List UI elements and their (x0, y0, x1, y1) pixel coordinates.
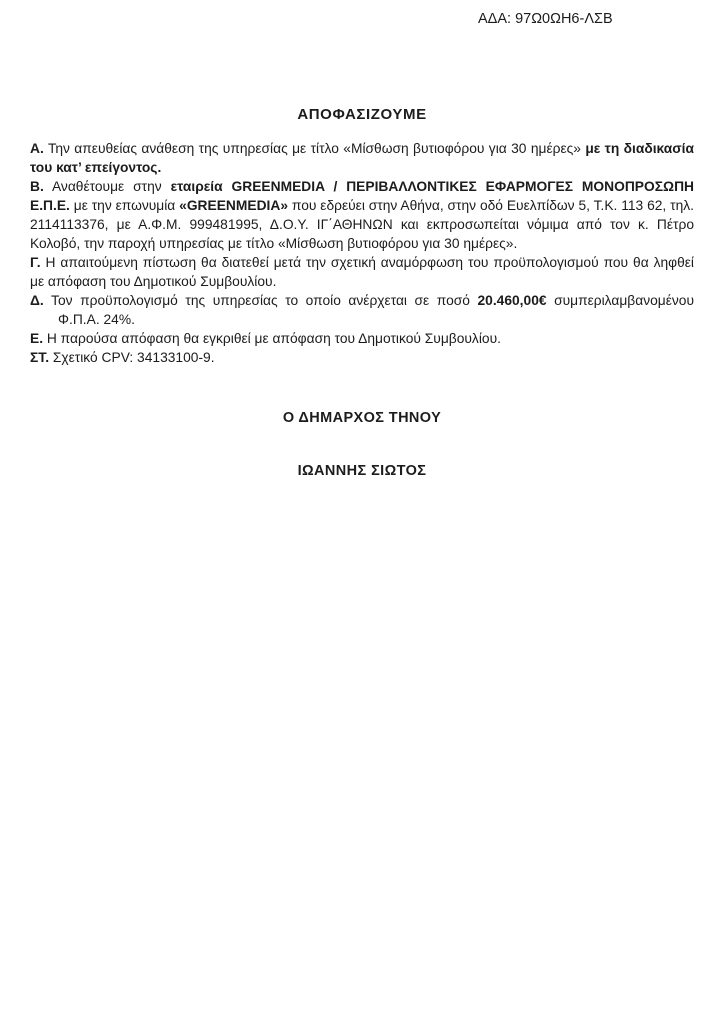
paragraph-segment: Η απαιτούμενη πίστωση θα διατεθεί μετά την σχετική αναμόρφωση του προϋπολογισμού που θα ληφθεί με απόφαση του Δημοτικού Συμβουλίου. (30, 255, 694, 289)
paragraph-segment: που εδρεύει στην Αθήνα, στην οδό Ευελπίδων 5, Τ.Κ. 113 62, τηλ. 2114113376, με Α.Φ.Μ. 999481995, Δ.Ο.Υ. ΙΓ΄ΑΘΗΝΩΝ και εκπροσωπείται νόμιμα από τον κ. Πέτρο Κολοβό, την παροχή υπηρεσίας με τίτλο «Μίσθωση βυτιοφόρου για 30 ημέρες». (30, 198, 694, 251)
paragraph-segment-bold: Γ. (30, 255, 41, 270)
paragraph-segment-bold: ΣΤ. (30, 350, 50, 365)
paragraph-segment: Την απευθείας ανάθεση της υπηρεσίας με τίτλο «Μίσθωση βυτιοφόρου για 30 ημέρες» (43, 141, 586, 156)
decision-body (30, 139, 694, 367)
paragraph-segment-bold: «GREENMEDIA» (179, 198, 289, 213)
paragraph-segment-bold: εταιρεία GREENMEDIA / ΠΕΡΙΒΑΛΛΟΝΤΙΚΕΣ ΕΦΑΡΜΟΓΕΣ ΜΟΝΟΠΡΟΣΩΠΗ Ε.Π.Ε. (30, 179, 695, 213)
paragraph-e (30, 329, 694, 348)
paragraph-segment: Σχετικό CPV: 34133100-9. (49, 350, 215, 365)
paragraph-segment: Η παρούσα απόφαση θα εγκριθεί με απόφαση του Δημοτικού Συμβουλίου. (43, 331, 501, 346)
paragraph-segment: συμπεριλαμβανομένου Φ.Π.Α. 24%. (58, 293, 694, 327)
paragraph-st (30, 348, 694, 367)
paragraph-segment: με την επωνυμία (69, 198, 180, 213)
paragraph-segment-bold: 20.460,00€ (477, 293, 547, 308)
signature-name: ΙΩΑΝΝΗΣ ΣΙΩΤΟΣ (297, 463, 427, 479)
paragraph-segment: Τον προϋπολογισμό της υπηρεσίας το οποίο ανέρχεται σε ποσό (43, 293, 478, 308)
paragraph-segment-bold: με τη διαδικασία του κατ’ επείγοντος. (30, 141, 694, 175)
paragraph-segment-bold: Α. (30, 141, 44, 156)
signature-role: Ο ΔΗΜΑΡΧΟΣ ΤΗΝΟΥ (282, 410, 442, 426)
paragraph-segment-bold: Β. (30, 179, 44, 194)
paragraph-segment: Αναθέτουμε στην (43, 179, 171, 194)
paragraph-b (30, 177, 694, 253)
paragraph-d (30, 291, 694, 329)
decision-title: ΑΠΟΦΑΣΙΖΟΥΜΕ (297, 106, 427, 123)
paragraph-a (30, 139, 694, 177)
paragraph-segment-bold: Ε. (30, 331, 44, 346)
paragraph-segment-bold: Δ. (30, 293, 44, 308)
ada-code: ΑΔΑ: 97Ω0ΩΗ6-ΛΣΒ (478, 11, 613, 27)
paragraph-g (30, 253, 694, 291)
